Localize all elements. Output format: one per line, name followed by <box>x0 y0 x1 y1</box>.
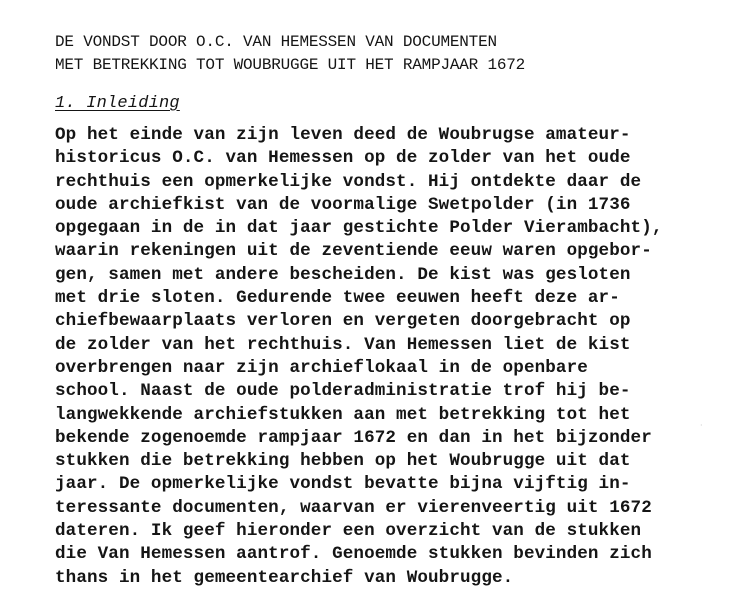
paragraph-line: langwekkende archiefstukken aan met betrekking tot het <box>55 404 631 425</box>
section-heading: 1. Inleiding <box>55 94 180 113</box>
paragraph-line: school. Naast de oude polderadministratie trof hij be- <box>55 381 631 402</box>
paragraph-line: teressante documenten, waarvan er vierenveertig uit 1672 <box>55 497 652 518</box>
paragraph-line: historicus O.C. van Hemessen op de zolder van het oude <box>55 148 631 169</box>
paragraph-line: die Van Hemessen aantrof. Genoemde stukken bevinden zich <box>55 544 652 565</box>
paragraph-line: gen, samen met andere bescheiden. De kist was gesloten <box>55 264 631 285</box>
paragraph-line: bekende zogenoemde rampjaar 1672 en dan in het bijzonder <box>55 427 652 448</box>
paragraph-line: overbrengen naar zijn archieflokaal in de openbare <box>55 357 588 378</box>
paragraph-line: oude archiefkist van de voormalige Swetpolder (in 1736 <box>55 194 631 215</box>
paragraph-line: opgegaan in de in dat jaar gestichte Polder Vierambacht), <box>55 218 663 239</box>
paragraph-line: de zolder van het rechthuis. Van Hemessen liet de kist <box>55 334 631 355</box>
body-paragraph <box>55 124 663 590</box>
scan-speck: · <box>700 421 703 430</box>
paragraph-line: rechthuis een opmerkelijke vondst. Hij ontdekte daar de <box>55 171 642 192</box>
title-line: DE VONDST DOOR O.C. VAN HEMESSEN VAN DOCUMENTEN <box>55 33 497 51</box>
paragraph-line: jaar. De opmerkelijke vondst bevatte bijna vijftig in- <box>55 474 631 495</box>
paragraph-line: dateren. Ik geef hieronder een overzicht van de stukken <box>55 521 642 542</box>
title-line: MET BETREKKING TOT WOUBRUGGE UIT HET RAMPJAAR 1672 <box>55 56 526 74</box>
paragraph-line: chiefbewaarplaats verloren en vergeten doorgebracht op <box>55 311 631 332</box>
paragraph-line: waarin rekeningen uit de zeventiende eeuw waren opgebor- <box>55 241 652 262</box>
document-title <box>55 31 525 77</box>
paragraph-line: met drie sloten. Gedurende twee eeuwen heeft deze ar- <box>55 288 620 309</box>
paragraph-line: thans in het gemeentearchief van Woubrugge. <box>55 567 514 588</box>
paragraph-line: stukken die betrekking hebben op het Woubrugge uit dat <box>55 451 631 472</box>
paragraph-line: Op het einde van zijn leven deed de Woubrugse amateur- <box>55 125 631 145</box>
